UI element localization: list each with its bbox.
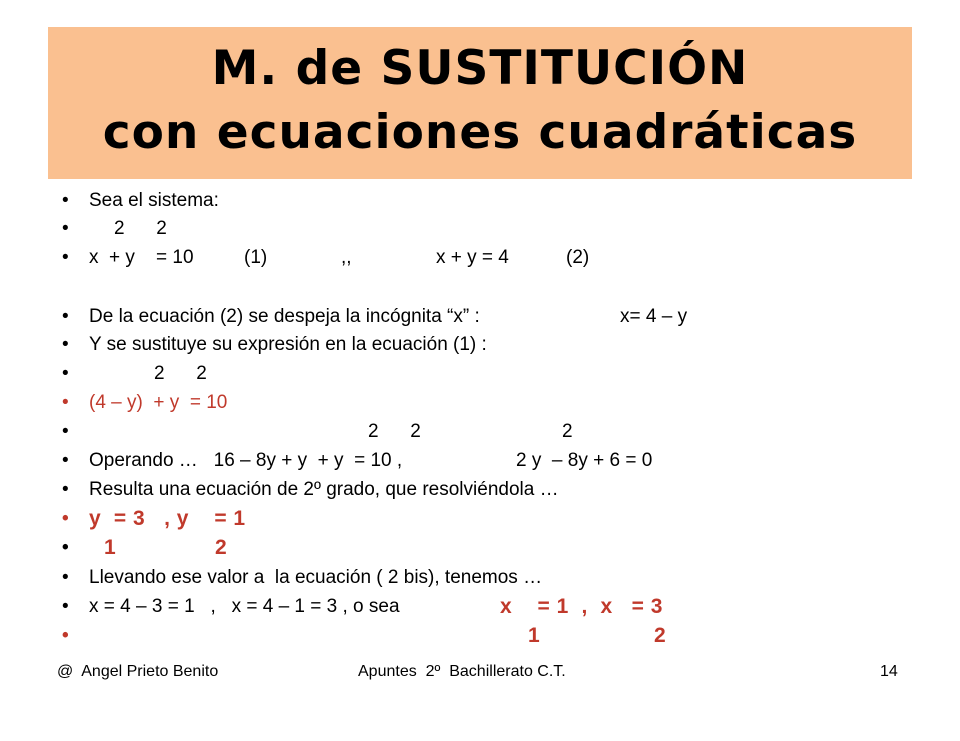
content-line-2 bbox=[0, 214, 167, 244]
subscript-1: 1 bbox=[528, 624, 541, 647]
separator: ,, bbox=[341, 247, 352, 268]
footer-course: Apuntes 2º Bachillerato C.T. bbox=[358, 663, 566, 680]
substitution-equation: (4 – y) + y = 10 bbox=[89, 392, 228, 413]
bullet: • bbox=[62, 306, 69, 327]
step-text: De la ecuación (2) se despeja la incógnita “x” : bbox=[89, 306, 480, 327]
quadratic-equation: 2 y – 8y + 6 = 0 bbox=[516, 450, 653, 471]
content-line-11 bbox=[0, 504, 246, 534]
bullet: • bbox=[62, 625, 69, 646]
step-text: Resulta una ecuación de 2º grado, que resolviéndola … bbox=[89, 479, 559, 500]
operating-text: Operando … 16 – 8y + y + y = 10 , bbox=[89, 450, 403, 471]
bullet: • bbox=[62, 537, 69, 558]
bullet: • bbox=[62, 421, 69, 442]
equation-2: x + y = 4 bbox=[436, 247, 509, 268]
content-line-5 bbox=[0, 330, 487, 360]
bullet: • bbox=[62, 363, 69, 384]
content-line-10 bbox=[0, 475, 559, 505]
content-line-12 bbox=[0, 533, 228, 563]
bullet: • bbox=[62, 392, 69, 413]
content-line-1 bbox=[0, 186, 219, 216]
content-line-15 bbox=[0, 621, 667, 651]
content-line-6 bbox=[0, 359, 207, 389]
bullet: • bbox=[62, 218, 69, 239]
exponents-text: 2 2 bbox=[368, 421, 421, 442]
step-text: Y se sustituye su expresión en la ecuación (1) : bbox=[89, 334, 487, 355]
bullet: • bbox=[62, 247, 69, 268]
x-calculation: x = 4 – 3 = 1 , x = 4 – 1 = 3 , o sea bbox=[89, 596, 400, 617]
equation-2-label: (2) bbox=[566, 247, 590, 268]
content-line-3 bbox=[0, 243, 590, 273]
bullet: • bbox=[62, 450, 69, 471]
bullet: • bbox=[62, 190, 69, 211]
content-line-14 bbox=[0, 592, 663, 622]
content-line-4 bbox=[0, 302, 688, 332]
content-line-7 bbox=[0, 388, 228, 418]
statement-text: Sea el sistema: bbox=[89, 190, 219, 211]
bullet: • bbox=[62, 596, 69, 617]
slide-title-line-2: con ecuaciones cuadráticas bbox=[102, 105, 858, 160]
exponents-text: 2 2 bbox=[114, 218, 167, 239]
content-line-13 bbox=[0, 563, 543, 593]
x-solutions: x = 1 , x = 3 bbox=[500, 595, 663, 618]
title-banner bbox=[48, 27, 912, 179]
y-solutions: y = 3 , y = 1 bbox=[89, 507, 246, 530]
step-text: Llevando ese valor a la ecuación ( 2 bis), tenemos … bbox=[89, 567, 543, 588]
footer-author: @ Angel Prieto Benito bbox=[57, 663, 219, 680]
subscript-2: 2 bbox=[654, 624, 667, 647]
content-line-8 bbox=[0, 417, 573, 447]
bullet: • bbox=[62, 508, 69, 529]
content-line-9 bbox=[0, 446, 653, 476]
equation-1-label: (1) bbox=[244, 247, 268, 268]
exponents-text: 2 2 bbox=[154, 363, 207, 384]
slide-title-line-1: M. de SUSTITUCIÓN bbox=[211, 41, 749, 96]
step-result: x= 4 – y bbox=[620, 306, 688, 327]
equation-1: x + y = 10 bbox=[89, 247, 194, 268]
bullet: • bbox=[62, 479, 69, 500]
footer-page-number: 14 bbox=[880, 663, 898, 680]
exponent-text: 2 bbox=[562, 421, 573, 442]
bullet: • bbox=[62, 334, 69, 355]
subscript-1: 1 bbox=[104, 536, 117, 559]
subscript-2: 2 bbox=[215, 536, 228, 559]
bullet: • bbox=[62, 567, 69, 588]
